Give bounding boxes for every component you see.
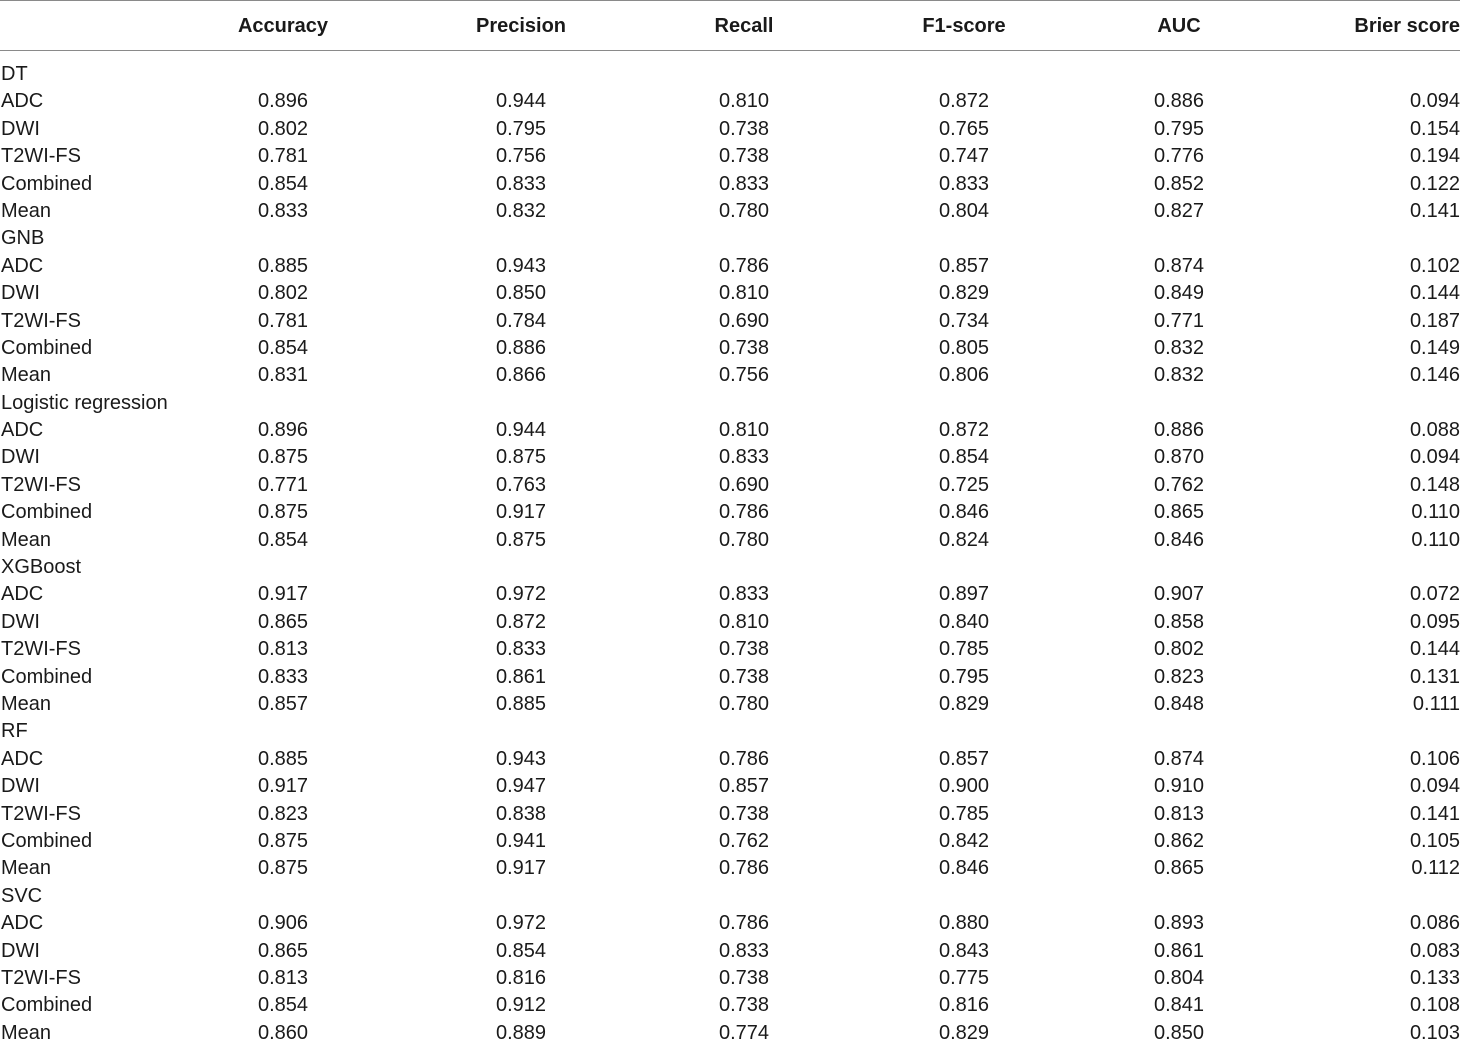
row-label: DWI bbox=[1, 775, 40, 798]
cell-brier-score: 0.144 bbox=[1409, 282, 1460, 305]
cell-auc: 0.776 bbox=[1153, 145, 1205, 168]
table-row bbox=[0, 143, 1460, 170]
cell-recall: 0.810 bbox=[718, 282, 770, 305]
row-label: DWI bbox=[1, 117, 40, 140]
cell-brier-score: 0.154 bbox=[1409, 117, 1460, 140]
table-row bbox=[0, 417, 1460, 444]
cell-brier-score: 0.095 bbox=[1409, 610, 1460, 633]
cell-precision: 0.886 bbox=[495, 336, 547, 359]
cell-auc: 0.832 bbox=[1153, 364, 1205, 387]
cell-accuracy: 0.865 bbox=[257, 939, 309, 962]
cell-accuracy: 0.833 bbox=[257, 665, 309, 688]
row-label: T2WI-FS bbox=[1, 145, 81, 168]
table-row bbox=[0, 527, 1460, 554]
cell-precision: 0.972 bbox=[495, 912, 547, 935]
header-bottom-rule bbox=[0, 50, 1460, 51]
cell-brier-score: 0.086 bbox=[1409, 912, 1460, 935]
cell-accuracy: 0.823 bbox=[257, 802, 309, 825]
table-row bbox=[0, 828, 1460, 855]
cell-recall: 0.738 bbox=[718, 966, 770, 989]
cell-auc: 0.858 bbox=[1153, 610, 1205, 633]
cell-precision: 0.795 bbox=[495, 117, 547, 140]
cell-brier-score: 0.141 bbox=[1409, 802, 1460, 825]
cell-accuracy: 0.802 bbox=[257, 117, 309, 140]
table-row bbox=[0, 691, 1460, 718]
group-name: GNB bbox=[1, 227, 45, 250]
cell-precision: 0.833 bbox=[495, 638, 547, 661]
cell-precision: 0.917 bbox=[495, 857, 547, 880]
table-row bbox=[0, 499, 1460, 526]
cell-accuracy: 0.865 bbox=[257, 610, 309, 633]
cell-precision: 0.944 bbox=[495, 90, 547, 113]
cell-auc: 0.893 bbox=[1153, 912, 1205, 935]
cell-recall: 0.786 bbox=[718, 857, 770, 880]
cell-precision: 0.889 bbox=[495, 1021, 547, 1044]
cell-brier-score: 0.103 bbox=[1409, 1021, 1460, 1044]
cell-recall: 0.857 bbox=[718, 775, 770, 798]
cell-recall: 0.738 bbox=[718, 145, 770, 168]
cell-auc: 0.804 bbox=[1153, 966, 1205, 989]
cell-accuracy: 0.831 bbox=[257, 364, 309, 387]
cell-accuracy: 0.854 bbox=[257, 336, 309, 359]
column-header-f1-score: F1-score bbox=[922, 15, 1006, 37]
cell-brier-score: 0.094 bbox=[1409, 90, 1460, 113]
cell-recall: 0.762 bbox=[718, 829, 770, 852]
cell-precision: 0.912 bbox=[495, 994, 547, 1017]
cell-brier-score: 0.094 bbox=[1409, 446, 1460, 469]
cell-accuracy: 0.857 bbox=[257, 692, 309, 715]
cell-auc: 0.850 bbox=[1153, 1021, 1205, 1044]
cell-recall: 0.810 bbox=[718, 610, 770, 633]
cell-brier-score: 0.194 bbox=[1409, 145, 1460, 168]
row-label: Combined bbox=[1, 665, 93, 688]
table-row bbox=[0, 362, 1460, 389]
group-header-row bbox=[0, 225, 1460, 252]
cell-precision: 0.944 bbox=[495, 419, 547, 442]
row-label: Mean bbox=[1, 692, 52, 715]
row-label: Mean bbox=[1, 364, 52, 387]
cell-recall: 0.786 bbox=[718, 501, 770, 524]
cell-precision: 0.861 bbox=[495, 665, 547, 688]
cell-f1-score: 0.816 bbox=[938, 994, 990, 1017]
cell-accuracy: 0.875 bbox=[257, 446, 309, 469]
cell-auc: 0.852 bbox=[1153, 172, 1205, 195]
cell-f1-score: 0.857 bbox=[938, 747, 990, 770]
cell-auc: 0.802 bbox=[1153, 638, 1205, 661]
cell-recall: 0.690 bbox=[718, 309, 770, 332]
cell-recall: 0.756 bbox=[718, 364, 770, 387]
cell-auc: 0.771 bbox=[1153, 309, 1205, 332]
cell-precision: 0.947 bbox=[495, 775, 547, 798]
column-header-recall: Recall bbox=[714, 15, 774, 37]
cell-auc: 0.795 bbox=[1153, 117, 1205, 140]
cell-auc: 0.827 bbox=[1153, 199, 1205, 222]
table-row bbox=[0, 198, 1460, 225]
table-body bbox=[0, 61, 1460, 1047]
table-row bbox=[0, 636, 1460, 663]
cell-auc: 0.886 bbox=[1153, 419, 1205, 442]
row-label: Mean bbox=[1, 199, 52, 222]
cell-recall: 0.786 bbox=[718, 254, 770, 277]
group-header-row bbox=[0, 390, 1460, 417]
cell-f1-score: 0.900 bbox=[938, 775, 990, 798]
cell-recall: 0.738 bbox=[718, 638, 770, 661]
cell-precision: 0.838 bbox=[495, 802, 547, 825]
column-header-accuracy: Accuracy bbox=[237, 15, 329, 37]
group-name: SVC bbox=[1, 884, 43, 907]
cell-accuracy: 0.813 bbox=[257, 638, 309, 661]
cell-auc: 0.823 bbox=[1153, 665, 1205, 688]
cell-precision: 0.833 bbox=[495, 172, 547, 195]
cell-recall: 0.738 bbox=[718, 665, 770, 688]
table-row bbox=[0, 746, 1460, 773]
cell-recall: 0.738 bbox=[718, 336, 770, 359]
group-name: XGBoost bbox=[1, 556, 82, 579]
cell-auc: 0.874 bbox=[1153, 747, 1205, 770]
cell-recall: 0.738 bbox=[718, 994, 770, 1017]
cell-accuracy: 0.875 bbox=[257, 829, 309, 852]
table-row bbox=[0, 581, 1460, 608]
cell-f1-score: 0.872 bbox=[938, 90, 990, 113]
group-header-row bbox=[0, 554, 1460, 581]
cell-accuracy: 0.896 bbox=[257, 90, 309, 113]
cell-precision: 0.866 bbox=[495, 364, 547, 387]
cell-precision: 0.872 bbox=[495, 610, 547, 633]
cell-precision: 0.784 bbox=[495, 309, 547, 332]
row-label: ADC bbox=[1, 419, 44, 442]
cell-f1-score: 0.880 bbox=[938, 912, 990, 935]
cell-brier-score: 0.088 bbox=[1409, 419, 1460, 442]
cell-recall: 0.786 bbox=[718, 747, 770, 770]
cell-brier-score: 0.083 bbox=[1409, 939, 1460, 962]
table-row bbox=[0, 855, 1460, 882]
row-label: ADC bbox=[1, 90, 44, 113]
table-row bbox=[0, 992, 1460, 1019]
cell-brier-score: 0.141 bbox=[1409, 199, 1460, 222]
cell-recall: 0.833 bbox=[718, 172, 770, 195]
table-row bbox=[0, 472, 1460, 499]
table-row bbox=[0, 965, 1460, 992]
cell-f1-score: 0.833 bbox=[938, 172, 990, 195]
cell-auc: 0.865 bbox=[1153, 857, 1205, 880]
cell-auc: 0.841 bbox=[1153, 994, 1205, 1017]
row-label: T2WI-FS bbox=[1, 309, 81, 332]
cell-f1-score: 0.846 bbox=[938, 501, 990, 524]
cell-accuracy: 0.833 bbox=[257, 199, 309, 222]
cell-brier-score: 0.133 bbox=[1409, 966, 1460, 989]
cell-f1-score: 0.829 bbox=[938, 1021, 990, 1044]
cell-brier-score: 0.094 bbox=[1409, 775, 1460, 798]
cell-accuracy: 0.771 bbox=[257, 473, 309, 496]
row-label: Mean bbox=[1, 528, 52, 551]
cell-recall: 0.810 bbox=[718, 419, 770, 442]
cell-brier-score: 0.149 bbox=[1409, 336, 1460, 359]
table-row bbox=[0, 773, 1460, 800]
cell-precision: 0.917 bbox=[495, 501, 547, 524]
row-label: T2WI-FS bbox=[1, 966, 81, 989]
cell-brier-score: 0.102 bbox=[1409, 254, 1460, 277]
cell-recall: 0.780 bbox=[718, 528, 770, 551]
cell-auc: 0.907 bbox=[1153, 583, 1205, 606]
cell-f1-score: 0.829 bbox=[938, 692, 990, 715]
cell-brier-score: 0.110 bbox=[1411, 528, 1460, 551]
table-row bbox=[0, 1020, 1460, 1047]
cell-f1-score: 0.734 bbox=[938, 309, 990, 332]
cell-accuracy: 0.896 bbox=[257, 419, 309, 442]
cell-precision: 0.816 bbox=[495, 966, 547, 989]
cell-auc: 0.861 bbox=[1153, 939, 1205, 962]
cell-accuracy: 0.781 bbox=[257, 309, 309, 332]
cell-precision: 0.850 bbox=[495, 282, 547, 305]
cell-f1-score: 0.765 bbox=[938, 117, 990, 140]
row-label: Mean bbox=[1, 1021, 52, 1044]
cell-f1-score: 0.829 bbox=[938, 282, 990, 305]
row-label: Combined bbox=[1, 994, 93, 1017]
cell-f1-score: 0.795 bbox=[938, 665, 990, 688]
cell-precision: 0.854 bbox=[495, 939, 547, 962]
cell-f1-score: 0.897 bbox=[938, 583, 990, 606]
group-header-row bbox=[0, 61, 1460, 88]
cell-recall: 0.810 bbox=[718, 90, 770, 113]
cell-brier-score: 0.131 bbox=[1409, 665, 1460, 688]
cell-f1-score: 0.843 bbox=[938, 939, 990, 962]
cell-brier-score: 0.105 bbox=[1409, 829, 1460, 852]
row-label: Combined bbox=[1, 501, 93, 524]
table-row bbox=[0, 171, 1460, 198]
cell-precision: 0.885 bbox=[495, 692, 547, 715]
cell-brier-score: 0.187 bbox=[1409, 309, 1460, 332]
cell-accuracy: 0.813 bbox=[257, 966, 309, 989]
cell-precision: 0.763 bbox=[495, 473, 547, 496]
cell-accuracy: 0.860 bbox=[257, 1021, 309, 1044]
cell-accuracy: 0.875 bbox=[257, 857, 309, 880]
cell-precision: 0.943 bbox=[495, 254, 547, 277]
cell-auc: 0.846 bbox=[1153, 528, 1205, 551]
cell-brier-score: 0.072 bbox=[1409, 583, 1460, 606]
cell-accuracy: 0.885 bbox=[257, 747, 309, 770]
column-header-precision: Precision bbox=[475, 15, 567, 37]
cell-accuracy: 0.875 bbox=[257, 501, 309, 524]
table-row bbox=[0, 910, 1460, 937]
table-row bbox=[0, 308, 1460, 335]
column-header-brier-score: Brier score bbox=[1354, 15, 1460, 37]
row-label: ADC bbox=[1, 912, 44, 935]
cell-brier-score: 0.144 bbox=[1409, 638, 1460, 661]
cell-precision: 0.832 bbox=[495, 199, 547, 222]
group-name: DT bbox=[1, 63, 28, 85]
cell-recall: 0.833 bbox=[718, 446, 770, 469]
cell-f1-score: 0.747 bbox=[938, 145, 990, 168]
row-label: DWI bbox=[1, 610, 40, 633]
table-row bbox=[0, 253, 1460, 280]
cell-recall: 0.780 bbox=[718, 692, 770, 715]
cell-brier-score: 0.106 bbox=[1409, 747, 1460, 770]
column-header-auc: AUC bbox=[1157, 15, 1201, 37]
cell-brier-score: 0.110 bbox=[1411, 501, 1460, 524]
row-label: T2WI-FS bbox=[1, 638, 81, 661]
cell-accuracy: 0.802 bbox=[257, 282, 309, 305]
cell-precision: 0.972 bbox=[495, 583, 547, 606]
cell-auc: 0.874 bbox=[1153, 254, 1205, 277]
group-name: Logistic regression bbox=[1, 391, 168, 414]
cell-f1-score: 0.725 bbox=[938, 473, 990, 496]
cell-f1-score: 0.805 bbox=[938, 336, 990, 359]
row-label: DWI bbox=[1, 446, 40, 469]
cell-auc: 0.832 bbox=[1153, 336, 1205, 359]
cell-f1-score: 0.872 bbox=[938, 419, 990, 442]
cell-recall: 0.738 bbox=[718, 802, 770, 825]
cell-precision: 0.756 bbox=[495, 145, 547, 168]
cell-f1-score: 0.854 bbox=[938, 446, 990, 469]
cell-accuracy: 0.854 bbox=[257, 172, 309, 195]
cell-f1-score: 0.840 bbox=[938, 610, 990, 633]
group-name: RF bbox=[1, 720, 28, 743]
row-label: ADC bbox=[1, 583, 44, 606]
cell-brier-score: 0.111 bbox=[1412, 692, 1460, 715]
cell-accuracy: 0.854 bbox=[257, 994, 309, 1017]
cell-brier-score: 0.112 bbox=[1411, 857, 1460, 880]
row-label: T2WI-FS bbox=[1, 802, 81, 825]
group-header-row bbox=[0, 883, 1460, 910]
cell-f1-score: 0.775 bbox=[938, 966, 990, 989]
cell-auc: 0.886 bbox=[1153, 90, 1205, 113]
row-label: DWI bbox=[1, 939, 40, 962]
table-row bbox=[0, 801, 1460, 828]
group-header-row bbox=[0, 718, 1460, 745]
cell-precision: 0.875 bbox=[495, 446, 547, 469]
cell-auc: 0.813 bbox=[1153, 802, 1205, 825]
table-row bbox=[0, 88, 1460, 115]
cell-f1-score: 0.857 bbox=[938, 254, 990, 277]
cell-accuracy: 0.917 bbox=[257, 775, 309, 798]
table-row bbox=[0, 335, 1460, 362]
cell-brier-score: 0.122 bbox=[1409, 172, 1460, 195]
cell-f1-score: 0.842 bbox=[938, 829, 990, 852]
cell-accuracy: 0.854 bbox=[257, 528, 309, 551]
cell-accuracy: 0.781 bbox=[257, 145, 309, 168]
cell-f1-score: 0.785 bbox=[938, 638, 990, 661]
cell-auc: 0.762 bbox=[1153, 473, 1205, 496]
cell-auc: 0.862 bbox=[1153, 829, 1205, 852]
cell-recall: 0.690 bbox=[718, 473, 770, 496]
cell-precision: 0.875 bbox=[495, 528, 547, 551]
row-label: DWI bbox=[1, 282, 40, 305]
row-label: Combined bbox=[1, 336, 93, 359]
cell-recall: 0.786 bbox=[718, 912, 770, 935]
cell-f1-score: 0.804 bbox=[938, 199, 990, 222]
row-label: Combined bbox=[1, 172, 93, 195]
table-row bbox=[0, 280, 1460, 307]
cell-accuracy: 0.885 bbox=[257, 254, 309, 277]
cell-brier-score: 0.148 bbox=[1409, 473, 1460, 496]
table-row bbox=[0, 664, 1460, 691]
table-row bbox=[0, 609, 1460, 636]
cell-recall: 0.780 bbox=[718, 199, 770, 222]
cell-f1-score: 0.806 bbox=[938, 364, 990, 387]
row-label: ADC bbox=[1, 254, 44, 277]
cell-precision: 0.941 bbox=[495, 829, 547, 852]
cell-f1-score: 0.846 bbox=[938, 857, 990, 880]
cell-f1-score: 0.824 bbox=[938, 528, 990, 551]
cell-auc: 0.848 bbox=[1153, 692, 1205, 715]
cell-f1-score: 0.785 bbox=[938, 802, 990, 825]
cell-recall: 0.833 bbox=[718, 583, 770, 606]
cell-auc: 0.849 bbox=[1153, 282, 1205, 305]
table-header bbox=[0, 0, 1460, 50]
table-row bbox=[0, 938, 1460, 965]
cell-precision: 0.943 bbox=[495, 747, 547, 770]
cell-brier-score: 0.146 bbox=[1409, 364, 1460, 387]
table-row bbox=[0, 116, 1460, 143]
row-label: ADC bbox=[1, 747, 44, 770]
row-label: Mean bbox=[1, 857, 52, 880]
table-row bbox=[0, 444, 1460, 471]
cell-recall: 0.738 bbox=[718, 117, 770, 140]
cell-auc: 0.870 bbox=[1153, 446, 1205, 469]
cell-recall: 0.833 bbox=[718, 939, 770, 962]
cell-accuracy: 0.917 bbox=[257, 583, 309, 606]
cell-auc: 0.865 bbox=[1153, 501, 1205, 524]
cell-brier-score: 0.108 bbox=[1409, 994, 1460, 1017]
row-label: Combined bbox=[1, 829, 93, 852]
cell-accuracy: 0.906 bbox=[257, 912, 309, 935]
cell-auc: 0.910 bbox=[1153, 775, 1205, 798]
cell-recall: 0.774 bbox=[718, 1021, 770, 1044]
row-label: T2WI-FS bbox=[1, 473, 81, 496]
